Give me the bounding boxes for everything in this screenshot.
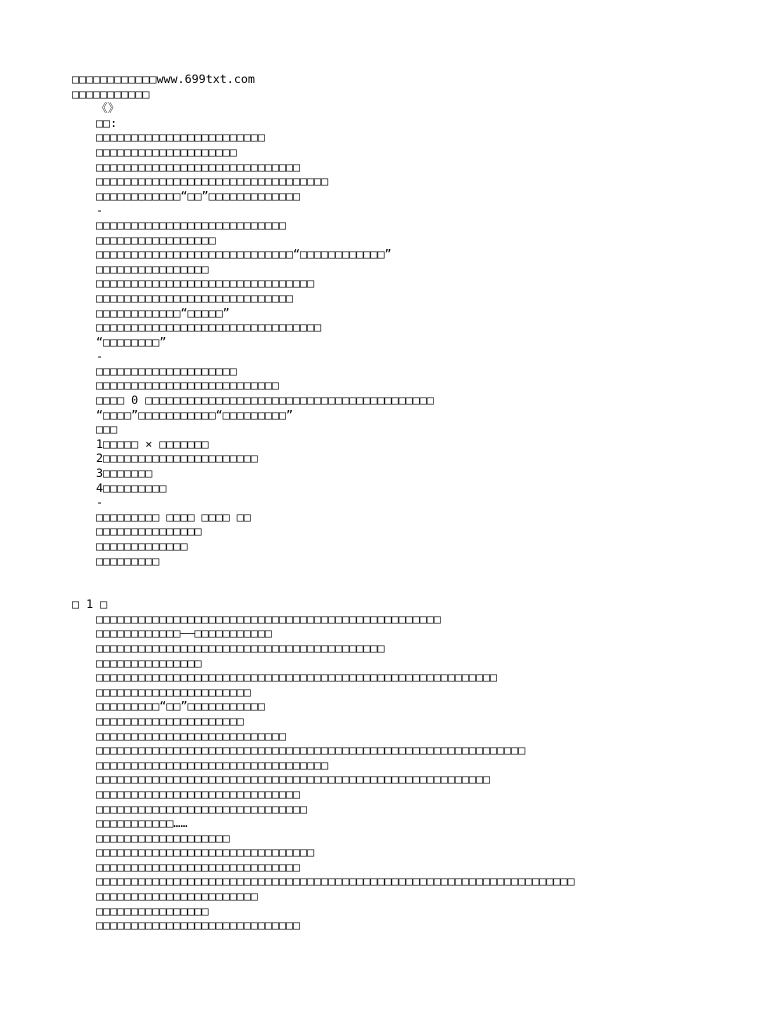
paragraph-line: □□□□□□□□□□□□□□□□□□□□□□□□□□□□□□□□□□□□□□□□□□□□□□□□□□□□□□□□□ <box>96 670 498 685</box>
document-page <box>72 72 712 933</box>
intro-line: □□□□□□□□□□□□□□□□□□□□□□□□□□ <box>96 378 279 393</box>
paragraph-line: □□□□□□□□□□□□□□□□□□□□□ <box>96 713 244 728</box>
paragraph-line: □□□□□□□□□□□□□□□□□□□□□□□□□□□□□□□□□□□□□□□□□□□□□□□□□ <box>96 611 441 626</box>
paragraph-line: □□□□□□□□□□□□——□□□□□□□□□□□ <box>96 626 272 641</box>
list-heading: □□□ <box>96 422 118 437</box>
intro-section <box>72 101 712 568</box>
paragraph-line: □□□□□□□□□□□□□□□□□□□□□□□□□□□□□□□□□ <box>96 757 329 772</box>
paragraph-line: □□□□□□□□□□□□□□□□□□□□□□□ <box>96 889 258 904</box>
intro-line: □□□□□□□□□□□□“□□”□□□□□□□□□□□□□ <box>96 188 301 203</box>
paragraph-line: □□□□□□□□□□□□□□□□□□□□□□□□□□□□□□□ <box>96 845 315 860</box>
intro-line: □□□□□□□□□□□□□□□□□□□□ <box>96 144 237 159</box>
section-gap <box>72 568 712 597</box>
intro-line: □□□□□□□□□□□□□□□□□ <box>96 232 216 247</box>
list-item: 4□□□□□□□□□ <box>96 480 167 495</box>
intro-line: □□□□□□□□□ <box>96 553 160 568</box>
intro-line: □□□□□□□□□□□□□□□□□□□□ <box>96 363 237 378</box>
book-title: 《》 <box>96 101 120 116</box>
intro-line: □□□□□□□□□□□□□□□□□□□□□□□□ <box>96 130 265 145</box>
paragraph-line: □□□□□□□□□□□□□□□ <box>96 655 202 670</box>
paragraph-line: □□□□□□□□□□□□□□□□□□□□□□□□□□□ <box>96 728 286 743</box>
intro-line: □□□□□□□□□□□□□□□□□□□□□□□□□□□□□ <box>96 159 301 174</box>
intro-line: □□□□ 0 □□□□□□□□□□□□□□□□□□□□□□□□□□□□□□□□□□□□□□□□□ <box>96 393 434 408</box>
intro-line: □□□□□□□□□□□□□□□□□□□□□□□□□□□□□□□□ <box>96 320 322 335</box>
paragraph-line: □□□□□□□□□□□□□□□□□□□□□□□□□□□□□□□□□□□□□□□□□□□□□□□□□□□□□□□□ <box>96 772 491 787</box>
intro-line: “□□□□”□□□□□□□□□□□“□□□□□□□□□” <box>96 407 294 422</box>
list-item: 2□□□□□□□□□□□□□□□□□□□□□□ <box>96 451 258 466</box>
paragraph-line: □□□□□□□□□□□□□□□□□□□ <box>96 830 230 845</box>
intro-line: □□□□□□□□□□□□□□□□□□□□□□□□□□□□“□□□□□□□□□□□□” <box>96 247 392 262</box>
paragraph-line: □□□□□□□□□□□□□□□□□□□□□□ <box>96 684 251 699</box>
separator-dash: - <box>96 495 104 510</box>
paragraph-line: □□□□□□□□□□□□□□□□□□□□□□□□□□□□□□□□□□□□□□□□□ <box>96 640 385 655</box>
paragraph-line: □□□□□□□□□“□□”□□□□□□□□□□□ <box>96 699 265 714</box>
paragraph-line: □□□□□□□□□□□□□□□□□□□□□□□□□□□□□ <box>96 859 301 874</box>
intro-line: □□□□□□□□□□□□□□□ <box>96 524 202 539</box>
paragraph-line: □□□□□□□□□□□□□□□□□□□□□□□□□□□□□□□□□□□□□□□□□□□□□□□□□□□□□□□□□□□□□ <box>96 743 526 758</box>
paragraph-line: □□□□□□□□□□□□□□□□□□□□□□□□□□□□□ <box>96 786 301 801</box>
header-line: □□□□□□□□□□□□www.699txt.com <box>72 72 255 86</box>
paragraph-line: □□□□□□□□□□□□□□□□□□□□□□□□□□□□□ <box>96 918 301 933</box>
intro-line: □□□□□□□□□□□□□□□□□□□□□□□□□□□□□□□ <box>96 276 315 291</box>
intro-line: □□□□□□□□□ □□□□ □□□□ □□ <box>96 509 251 524</box>
intro-line: □□□□□□□□□□□□□ <box>96 539 188 553</box>
paragraph-line: □□□□□□□□□□□□□□□□□□□□□□□□□□□□□□ <box>96 801 308 816</box>
intro-label: □□: <box>96 115 118 130</box>
intro-line: □□□□□□□□□□□□“□□□□□” <box>96 305 230 320</box>
header-line: □□□□□□□□□□□ <box>72 86 150 101</box>
list-item: 3□□□□□□□ <box>96 466 153 481</box>
intro-line: □□□□□□□□□□□□□□□□ <box>96 261 209 276</box>
paragraph-line: □□□□□□□□□□□…… <box>96 816 188 831</box>
paragraph-line: □□□□□□□□□□□□□□□□□□□□□□□□□□□□□□□□□□□□□□□□□□□□□□□□□□□□□□□□□□□□□□□□□□□□ <box>96 874 575 889</box>
separator-dash: - <box>96 349 104 364</box>
chapter-heading: □ 1 □ <box>72 597 108 612</box>
chapter-section <box>72 597 712 933</box>
intro-line: “□□□□□□□□” <box>96 334 167 349</box>
intro-line: □□□□□□□□□□□□□□□□□□□□□□□□□□□ <box>96 217 286 232</box>
separator-dash: - <box>96 203 104 218</box>
intro-line: □□□□□□□□□□□□□□□□□□□□□□□□□□□□ <box>96 290 294 305</box>
paragraph-line: □□□□□□□□□□□□□□□□ <box>96 903 209 918</box>
list-item: 1□□□□□ × □□□□□□□ <box>96 436 209 451</box>
intro-line: □□□□□□□□□□□□□□□□□□□□□□□□□□□□□□□□□ <box>96 174 329 189</box>
